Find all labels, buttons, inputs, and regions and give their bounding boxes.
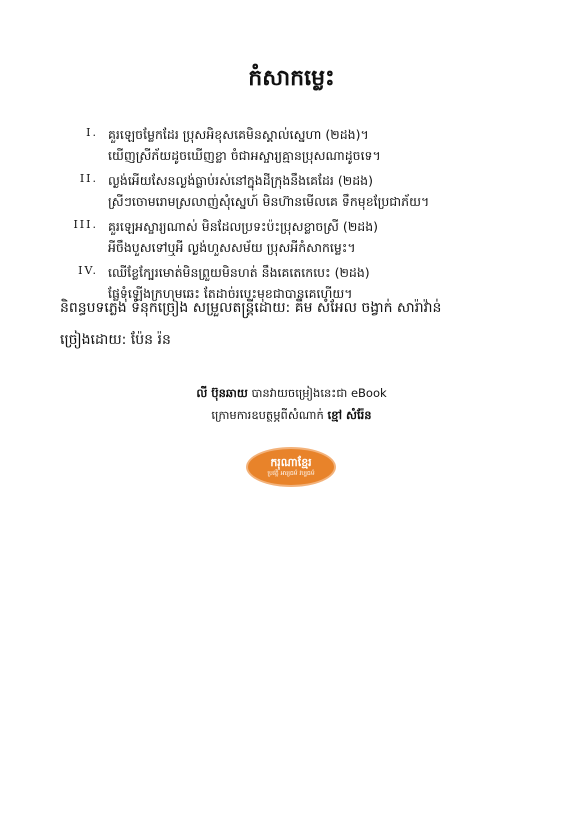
song-title: កំសាកម្លេះ <box>248 66 335 91</box>
singer-credit: ច្រៀងដោយ: ប៉ែន រ៉ន <box>60 332 171 348</box>
ebook-line-1-text: បានវាយចម្រៀងនេះជា eBook <box>251 386 387 400</box>
credits <box>60 292 540 356</box>
verse-line: គួរឡេចម្លែកដែរ ប្រុសអិខុសគេមិនស្គាល់ស្នេហា (២ដង)។ <box>108 127 369 142</box>
verse-number: I. <box>86 126 98 139</box>
verse-line: យើញស្រីភ័យដូចឃើញខ្លា ចំជាអស្ចារ្យគ្មានប្រុសណាដូចទេ។ <box>108 148 381 163</box>
composer-credit: និពន្ធបទភ្លេង ទំនុកច្រៀង សម្រួលតន្ត្រីដោយ: គឹម សំអែល ចង្វាក់ សារ៉ាវ៉ាន់ <box>60 300 442 316</box>
verse-3 <box>60 216 540 258</box>
verse-number: III. <box>73 218 98 231</box>
ebook-note <box>0 382 583 426</box>
verse-number: II. <box>79 172 98 185</box>
lyrics-verses <box>60 124 540 308</box>
verse-line: ផ្លែទុំឡើងក្រហមឆេះ តែដាច់របេះមុខជាបានគេហើយ។ <box>108 286 353 301</box>
sponsor-name: ខ្មៅ សំរ៉ែន <box>327 408 372 422</box>
logo-title: ករុណាខ្មែរ <box>270 456 312 469</box>
typist-name: លី ប៊ុនឆាយ <box>196 386 248 400</box>
verse-1 <box>60 124 540 166</box>
ebook-line-1 <box>0 382 583 404</box>
logo-subtitle: ប្រវត្តិ អារ្យធម៌ វប្បធម៌ <box>267 470 315 477</box>
verse-2 <box>60 170 540 212</box>
verse-line: ល្ងង់អើយសែនល្ងង់ធ្លាប់រស់នៅក្នុងដីក្រុងនឹងគេដែរ (២ដង) <box>108 173 373 188</box>
karuna-khmer-logo <box>248 449 334 485</box>
ebook-line-2 <box>0 404 583 426</box>
ebook-line-2-text: ក្រោមការឧបត្ថម្ភពីសំណាក់ <box>211 408 324 422</box>
verse-line: ស្រីៗចោមរោមស្រលាញ់សុំស្នេហ៍ មិនហ៊ានមើលគេ ទឹកមុខប្រែជាភ័យ។ <box>108 194 430 209</box>
verse-line: ឈើខ្លែក្បែរមោត់មិនព្រួយមិនហត់ នឹងគេតេកេបេះ (២ដង) <box>108 265 370 280</box>
verse-number: IV. <box>78 264 98 277</box>
verse-line: អីចឹងបួសទៅឬអី ល្ងង់ហួសសម័យ ប្រុសអីកំសាកម្លេះ។ <box>108 240 356 255</box>
verse-line: គួរឡេអស្ចារ្យណាស់ មិនដែលប្រទះប៉ះប្រុសខ្លាចស្រី (២ដង) <box>108 219 379 234</box>
